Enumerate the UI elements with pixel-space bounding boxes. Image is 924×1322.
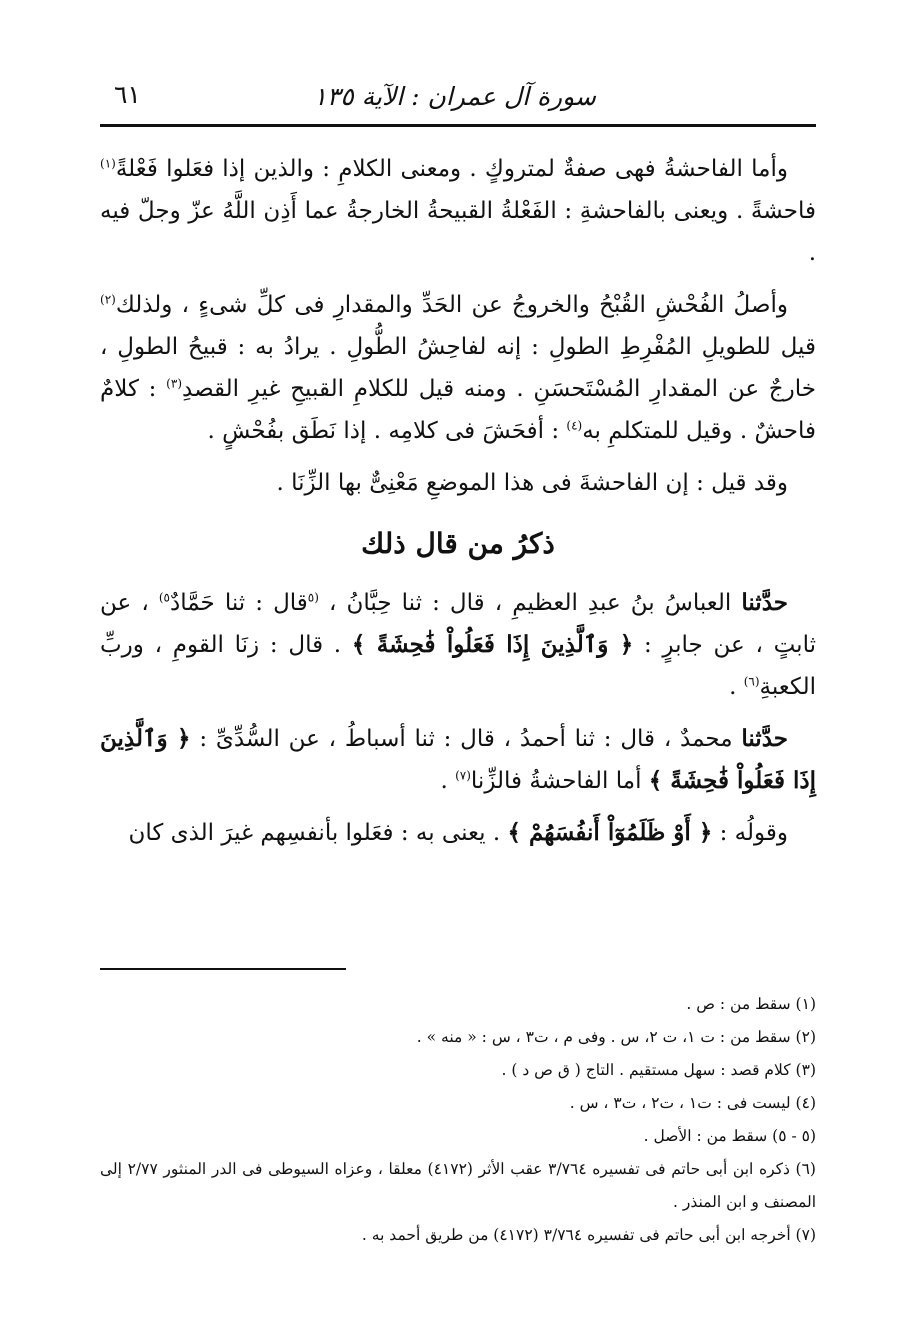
book-page	[100, 78, 816, 1244]
footnote-1: (١) سقط من : ص .	[686, 995, 816, 1013]
text-run: وأصلُ الفُحْشِ القُبْحُ والخروجُ عن الحَدِّ والمقدارِ فى كلِّ شىءٍ ، ولذلك	[115, 292, 788, 318]
paragraph-3	[100, 462, 816, 504]
footnote-7: (٧) أخرجه ابن أبى حاتم فى تفسيره ٣/٧٦٤ (٤١٧٢) من طريق أحمد به .	[361, 1226, 816, 1244]
footnote-3: (٣) كلام قصد : سهل مستقيم . التاج ( ق ص د ) .	[501, 1061, 816, 1079]
page-number: ٦١	[114, 80, 141, 109]
quran-quote: ﴿ وَٱلَّذِينَ إِذَا فَعَلُواْ فَٰحِشَةً ﴾	[100, 725, 816, 794]
footnote-4: (٤) ليست فى : ت١ ، ت٢ ، ت٣ ، س .	[569, 1094, 816, 1112]
text-run: ، عن ثابتٍ ، عن جابرٍ :	[100, 590, 816, 658]
footnote-ref-6: (٦)	[743, 674, 760, 689]
footnote-2: (٢) سقط من : ت ١، ت ٢، س . وفى م ، ت٣ ، س : « منه » .	[416, 1028, 816, 1046]
text-run: . قال : زنَا القومِ ، وربِّ الكعبةِ	[100, 632, 816, 700]
text-run: فاحشةً . ويعنى بالفاحشةِ : الفَعْلةُ القبيحةُ الخارجةُ عما أَذِن اللَّهُ عزّ وجلّ فيه .	[100, 198, 816, 266]
header-rule	[100, 124, 816, 127]
isnad-lead: حدَّثنا	[741, 725, 788, 752]
footnote-ref-7: (٧)	[455, 768, 471, 783]
footnotes	[100, 988, 816, 1252]
quran-quote: ﴿ أَوْ ظَلَمُوٓاْ أَنفُسَهُمْ ﴾	[507, 819, 713, 846]
text-run: وقولُه :	[712, 820, 788, 846]
paragraph-5	[100, 718, 816, 802]
footnote-ref-5-close: ٥)	[158, 590, 170, 605]
text-run: : كلامٌ فاحشٌ . وقيل للمتكلمِ به	[100, 376, 816, 444]
paragraph-6	[100, 812, 816, 854]
section-heading: ذكرُ من قال ذلك	[361, 527, 555, 560]
text-run: وأما الفاحشةُ فهى صفةٌ لمتروكٍ . ومعنى الكلامِ : والذين إذا فعَلوا فَعْلةً	[115, 156, 788, 182]
footnote-ref-1: (١)	[100, 156, 116, 171]
running-header-title: سورة آل عمران : الآية ١٣٥	[313, 82, 596, 111]
text-run: قيل للطويلِ المُفْرِطِ الطولِ : إنه لفاحِشُ الطُّولِ . يرادُ به : قبيحُ الطولِ ، خارجٌ عن المقدارِ المُسْتَحسَنِ . ومنه قيل للكلامِ القبيحِ غيرِ القصدِ	[100, 334, 816, 402]
footnote-5: (٥ - ٥) سقط من : الأصل .	[643, 1127, 816, 1145]
text-run: .	[729, 674, 744, 700]
text-run: العباسُ بنُ عبدِ العظيمِ ، قال : ثنا حِبَّانُ ،	[318, 590, 742, 616]
main-text	[100, 148, 816, 864]
paragraph-1	[100, 148, 816, 274]
footnote-ref-3: (٣)	[166, 376, 182, 391]
paragraph-2	[100, 284, 816, 452]
footnote-ref-4: (٤)	[566, 418, 583, 433]
footnote-separator	[100, 968, 346, 970]
running-header	[100, 78, 816, 122]
text-run: .	[440, 768, 456, 794]
text-run: محمدٌ ، قال : ثنا أحمدُ ، قال : ثنا أسباطُ ، عن السُّدِّىِّ :	[190, 726, 742, 752]
quran-quote: ﴿ وَٱلَّذِينَ إِذَا فَعَلُواْ فَٰحِشَةً ﴾	[351, 631, 634, 658]
text-run: . يعنى به : فعَلوا بأنفسِهم غيرَ الذى كان	[128, 820, 508, 846]
text-run: قال : ثنا حَمَّادٌ	[169, 590, 308, 616]
text-run: أما الفاحشةُ فالزِّنا	[470, 768, 649, 794]
footnote-ref-5-open: (٥	[307, 590, 319, 605]
paragraph-4	[100, 582, 816, 708]
text-run: : أفحَشَ فى كلامِه . إذا نَطَق بفُحْشٍ .	[207, 418, 567, 444]
isnad-lead: حدَّثنا	[741, 589, 788, 616]
footnote-6: (٦) ذكره ابن أبى حاتم فى تفسيره ٣/٧٦٤ عقب الأثر (٤١٧٢) معلقا ، وعزاه السيوطى فى الدر المنثور ٢/٧٧ إلى المصنف و ابن المنذر .	[100, 1160, 816, 1211]
text-run: وقد قيل : إن الفاحشةَ فى هذا الموضعِ مَعْنِىٌّ بها الزِّنَا .	[276, 470, 788, 496]
footnote-ref-2: (٢)	[100, 292, 116, 307]
